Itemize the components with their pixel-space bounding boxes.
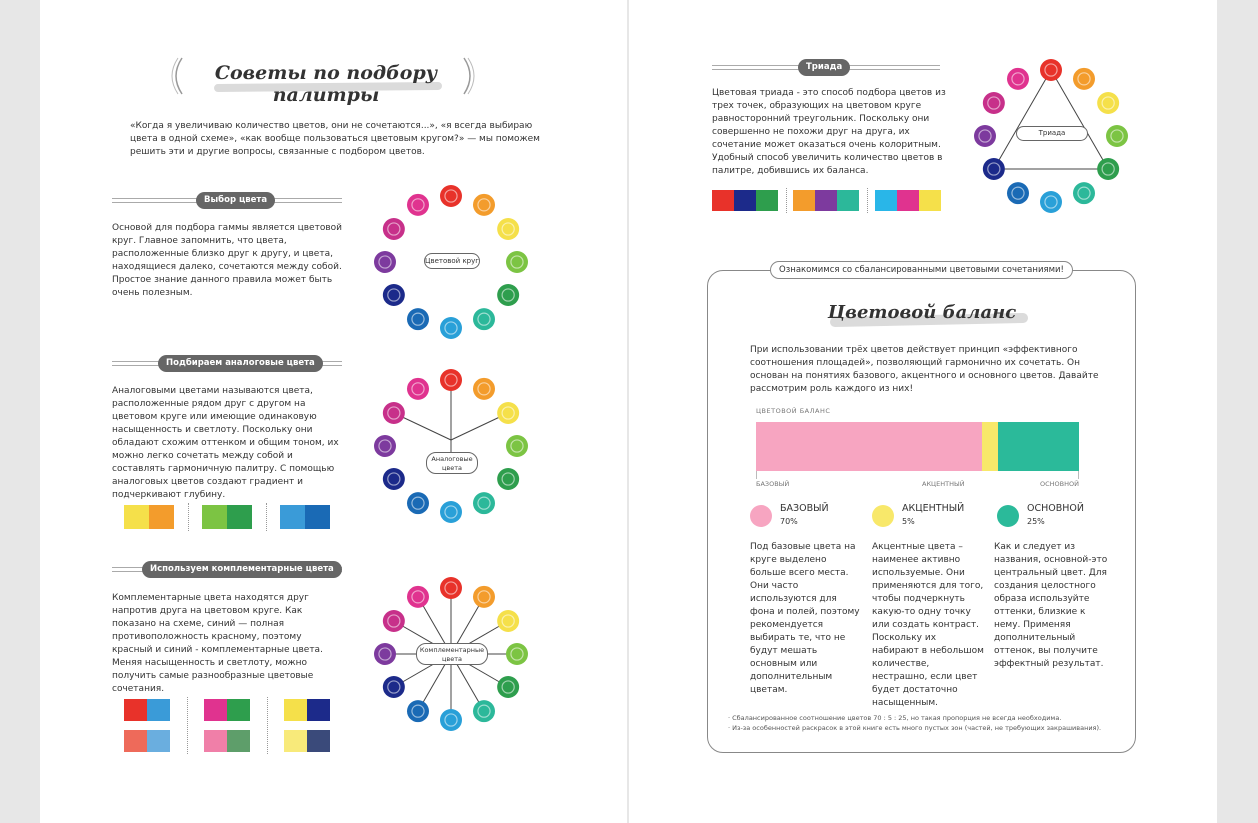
wheel-color-dot [497, 402, 519, 424]
swatch-color [227, 699, 250, 721]
bar-tick-base: БАЗОВЫЙ [756, 480, 790, 488]
right-page [629, 0, 1217, 823]
color-swatch [875, 190, 941, 211]
swatch-color [227, 505, 252, 529]
section-text-analog: Аналоговыми цветами называются цвета, расположенные рядом друг с другом на цветовом круге или имеющие одинаковую насыщенность и светлоту. Поскольку они обладают схожим оттенком и общим тоном, их можно легко сочетать между собой и составлять гармоничную палитру. С помощью аналоговых цветов создают градиент и подчеркивают глубину. [112, 386, 339, 500]
color-swatch [124, 699, 170, 721]
wheel-color-dot [473, 308, 495, 330]
swatch-color [280, 505, 305, 529]
balance-intro: При использовании трёх цветов действует принцип «эффективного соотношения площадей», позволяющий гармонично их сочетать. Он основан на понятиях базового, акцентного и основного цветов. Давайте рассмотрим роль каждого из них! [750, 345, 1099, 394]
bar-tick-main: ОСНОВНОЙ [1040, 480, 1079, 488]
section-heading-analog: Подбираем аналоговые цвета [158, 355, 323, 372]
base-name: БАЗОВЫЙ [780, 503, 829, 514]
wheel-color-dot [374, 435, 396, 457]
color-swatch [280, 505, 330, 529]
bar-tick-accent: АКЦЕНТНЫЙ [922, 480, 965, 488]
wheel-color-dot [383, 468, 405, 490]
accent-name: АКЦЕНТНЫЙ [902, 503, 965, 514]
wheel-color-dot [407, 378, 429, 400]
section-heading-complementary: Используем комплементарные цвета [142, 561, 342, 578]
swatch-color [837, 190, 859, 211]
main-name: ОСНОВНОЙ [1027, 503, 1084, 514]
wheel-color-dot [407, 492, 429, 514]
wheel-color-dot [497, 218, 519, 240]
wheel-color-dot [440, 709, 462, 731]
wheel-color-dot [407, 308, 429, 330]
wheel-color-dot [1097, 92, 1119, 114]
swatch-color [712, 190, 734, 211]
section-text-color-choice: Основой для подбора гаммы является цветовой круг. Главное запомнить, что цвета, расположенные близко друг к другу, и цвета, находящиеся далеко, сочетаются между собой. Простое знание данного правила может быть очень полезным. [112, 223, 343, 298]
wheel-color-dot [440, 185, 462, 207]
wheel-color-dot [974, 125, 996, 147]
swatch-separator [266, 503, 267, 531]
base-percent: 70% [780, 517, 798, 526]
wheel-color-dot [1007, 68, 1029, 90]
wheel-color-dot [1097, 158, 1119, 180]
swatch-color [147, 699, 170, 721]
swatch-color [227, 730, 250, 752]
wheel-label-analog: Аналоговые цвета [426, 452, 478, 474]
swatch-separator [267, 697, 268, 754]
section-text-complementary: Комплементарные цвета находятся друг напротив друга на цветовом круге. Как показано на схеме, синий — полная противоположность красному, поэтому красный и синий - комплементарные цвета. Меняя насыщенность и светлоту, можно получить самые разнообразные цветовые сочетания. [112, 593, 323, 694]
wheel-color-dot [473, 492, 495, 514]
wheel-label-complementary: Комплементарные цвета [416, 643, 488, 665]
balance-bar-label: ЦВЕТОВОЙ БАЛАНС [756, 407, 831, 415]
wheel-color-dot [983, 158, 1005, 180]
wheel-color-dot [1007, 182, 1029, 204]
wheel-color-dot [497, 676, 519, 698]
swatch-separator [786, 188, 787, 213]
wheel-color-dot [383, 402, 405, 424]
wheel-color-dot [506, 435, 528, 457]
accent-color-dot [872, 505, 894, 527]
accent-percent: 5% [902, 517, 915, 526]
swatch-color [124, 730, 147, 752]
swatch-color [305, 505, 330, 529]
balance-bar-segment [998, 422, 1079, 471]
swatch-color [307, 699, 330, 721]
intro-text: «Когда я увеличиваю количество цветов, они не сочетаются...», «я всегда выбираю цвета в одной схеме», «как вообще пользоваться цветовым кругом?» — мы поможем решить эти и другие вопросы, связанные с подбором цветов. [130, 121, 540, 157]
swatch-color [202, 505, 227, 529]
swatch-color [815, 190, 837, 211]
wheel-color-dot [440, 501, 462, 523]
color-swatch [284, 730, 330, 752]
wheel-color-dot [1073, 182, 1095, 204]
swatch-color [919, 190, 941, 211]
wheel-color-dot [440, 317, 462, 339]
balance-tag: Ознакомимся со сбалансированными цветовыми сочетаниями! [770, 261, 1073, 279]
wheel-color-dot [440, 369, 462, 391]
left-page [40, 0, 627, 823]
swatch-color [284, 730, 307, 752]
color-wheel-analog [371, 366, 531, 526]
section-text-triad: Цветовая триада - это способ подбора цветов из трех точек, образующих на цветовом круге равносторонний треугольник. Поскольку они совершенно не похожи друг на друга, их сочетание может оказаться очень колоритным. Удобный способ увеличить количество цветов в палитре, добившись их баланса. [712, 88, 946, 176]
color-swatch [124, 505, 174, 529]
color-swatch [124, 730, 170, 752]
wheel-color-dot [374, 643, 396, 665]
wheel-color-dot [407, 586, 429, 608]
swatch-color [204, 730, 227, 752]
wheel-color-dot [497, 610, 519, 632]
wheel-color-dot [1040, 59, 1062, 81]
wheel-color-dot [506, 643, 528, 665]
wheel-color-dot [374, 251, 396, 273]
balance-bar [756, 422, 1079, 471]
base-color-dot [750, 505, 772, 527]
section-heading-triad: Триада [798, 59, 850, 76]
wheel-color-dot [383, 676, 405, 698]
swatch-color [307, 730, 330, 752]
color-swatch [712, 190, 778, 211]
balance-title: Цветовой баланс [827, 302, 1017, 323]
color-swatch [793, 190, 859, 211]
color-swatch [204, 730, 250, 752]
swatch-color [734, 190, 756, 211]
balance-bar-segment [982, 422, 998, 471]
wheel-color-dot [473, 700, 495, 722]
color-swatch [204, 699, 250, 721]
wheel-color-dot [407, 194, 429, 216]
wheel-color-dot [1040, 191, 1062, 213]
main-percent: 25% [1027, 517, 1045, 526]
wheel-color-dot [440, 577, 462, 599]
balance-bar-axis [756, 471, 1079, 479]
wheel-color-dot [1106, 125, 1128, 147]
wheel-color-dot [497, 468, 519, 490]
swatch-separator [188, 503, 189, 531]
wheel-color-dot [383, 284, 405, 306]
wheel-color-dot [407, 700, 429, 722]
footnote-1: · Сбалансированное соотношение цветов 70 : 5 : 25, но такая пропорция не всегда необходима. [728, 714, 1062, 722]
swatch-color [284, 699, 307, 721]
main-description: Как и следует из названия, основной-это центральный цвет. Для создания целостного образа используйте оттенки, близкие к нему. Применяя дополнительный оттенок, вы получите эффектный результат. [994, 542, 1108, 669]
swatch-separator [187, 697, 188, 754]
page-title: Советы по подбору палитры [214, 62, 438, 106]
wheel-color-dot [473, 378, 495, 400]
swatch-color [793, 190, 815, 211]
wheel-color-dot [497, 284, 519, 306]
base-description: Под базовые цвета на круге выделено больше всего места. Они часто используются для фона и полей, поэтому рекомендуется выбирать те, что не будут мешать основным или дополнительным цветам. [750, 542, 860, 695]
section-heading-color-choice: Выбор цвета [196, 192, 275, 209]
wheel-color-dot [506, 251, 528, 273]
footnote-2: · Из-за особенностей раскрасок в этой книге есть много пустых зон (частей, не требующих закрашивания). [728, 724, 1102, 732]
wheel-color-dot [473, 586, 495, 608]
wheel-color-dot [473, 194, 495, 216]
wheel-color-dot [383, 610, 405, 632]
wheel-color-dot [983, 92, 1005, 114]
wheel-label-triad: Триада [1016, 126, 1088, 141]
swatch-color [756, 190, 778, 211]
wheel-color-dot [1073, 68, 1095, 90]
color-swatch [202, 505, 252, 529]
swatch-color [897, 190, 919, 211]
color-swatch [284, 699, 330, 721]
swatch-color [147, 730, 170, 752]
accent-description: Акцентные цвета – наименее активно используемые. Они применяются для того, чтобы подчеркнуть какую-то одну точку или создать контраст. Поскольку их набирают в небольшом количестве, нестрашно, если цвет будет достаточно насыщенным. [872, 542, 984, 708]
swatch-separator [867, 188, 868, 213]
swatch-color [124, 699, 147, 721]
wheel-color-dot [383, 218, 405, 240]
main-color-dot [997, 505, 1019, 527]
balance-bar-segment [756, 422, 982, 471]
swatch-color [875, 190, 897, 211]
swatch-color [149, 505, 174, 529]
wheel-label-color-circle: Цветовой круг [424, 253, 480, 269]
swatch-color [124, 505, 149, 529]
swatch-color [204, 699, 227, 721]
